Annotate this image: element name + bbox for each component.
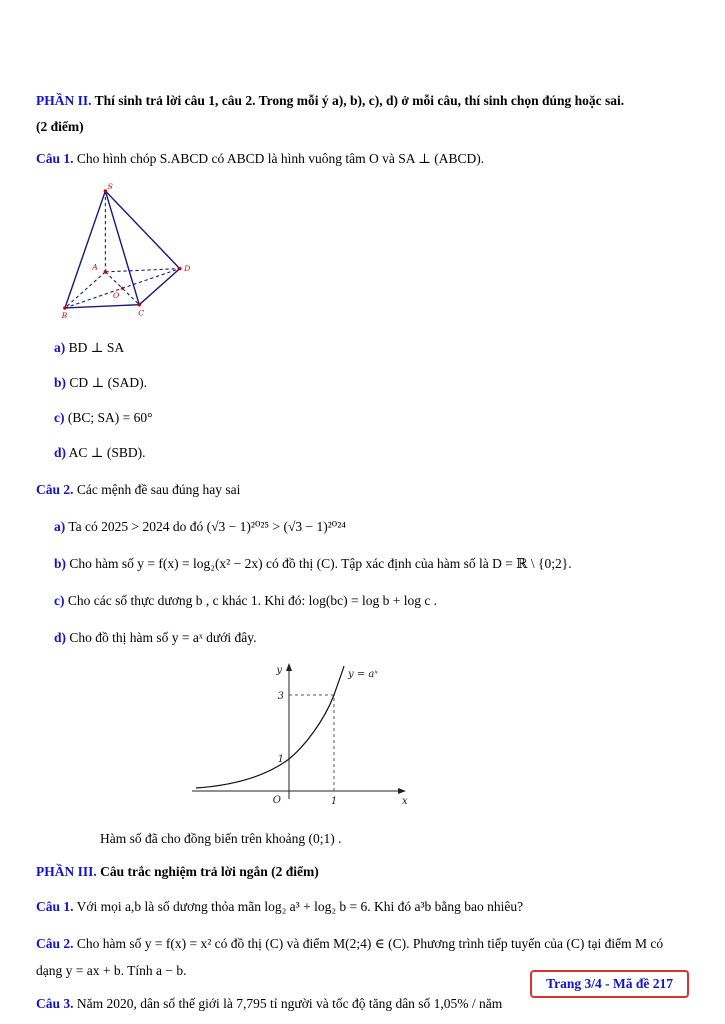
part2-q2-item-b [54, 554, 685, 575]
pyramid-figure [52, 180, 685, 324]
item-label: d) [54, 444, 67, 460]
pyramid-solid-edges [65, 191, 180, 308]
item-label: a) [54, 518, 66, 534]
y-tick-3: 3 [277, 690, 284, 702]
vertex-label-d: D [184, 263, 191, 273]
item-text: Cho hàm số y = f(x) = log₂(x² − 2x) có đồ thị (C). Tập xác định của hàm số là D = ℝ \ {0;2}. [66, 555, 572, 571]
curve-label: y = aˣ [348, 668, 378, 680]
item-text: Cho đồ thị hàm số y = aˣ dưới đây. [66, 629, 257, 645]
part2-heading-rest: Thí sinh trả lời câu 1, câu 2. Trong mỗi ý a), b), c), d) ở mỗi câu, thí sinh chọn đúng hoặc sai. [91, 93, 625, 108]
question-label: Câu 2. [36, 481, 74, 497]
exponential-curve [196, 666, 344, 788]
item-label: c) [54, 410, 65, 426]
part2-q2-item-a [54, 517, 685, 538]
item-text: AC ⊥ (SBD). [66, 444, 146, 460]
graph-axes [192, 669, 400, 799]
vertex-label-a: A [92, 262, 98, 272]
vertex-label-s: S [107, 181, 113, 191]
question-label: Câu 1. [36, 899, 74, 915]
item-text: BD ⊥ SA [65, 340, 125, 356]
vertex-label-c: C [138, 308, 145, 318]
part3-heading-prefix: PHẦN III. [36, 864, 97, 880]
item-label: b) [54, 375, 67, 391]
question-text: Cho hình chóp S.ABCD có ABCD là hình vuông tâm O và SA ⊥ (ABCD). [73, 151, 485, 167]
part2-heading-line2: (2 điểm) [36, 118, 84, 134]
part2-question-2 [36, 480, 685, 501]
part2-q1-item-b [54, 373, 685, 394]
item-label: d) [54, 629, 67, 645]
part2-heading [36, 88, 685, 114]
part2-q2-conclusion: Hàm số đã cho đồng biến trên khoảng (0;1) . [100, 830, 342, 846]
question-label: Câu 3. [36, 995, 74, 1011]
vertex-label-b: B [61, 311, 68, 321]
pyramid-svg [52, 180, 220, 320]
item-label: c) [54, 592, 65, 608]
item-text: Cho các số thực dương b , c khác 1. Khi đó: log(bc) = log b + log c . [64, 592, 438, 608]
item-text: CD ⊥ (SAD). [66, 375, 147, 391]
item-label: b) [54, 555, 67, 571]
y-tick-1: 1 [277, 753, 284, 765]
part2-heading-prefix: PHẦN II. [36, 93, 92, 108]
question-text: Với mọi a,b là số dương thỏa mãn log₂ a³ + log₂ b = 6. Khi đó a³b bằng bao nhiêu? [73, 899, 524, 915]
item-text: (BC; SA) = 60° [64, 410, 153, 426]
part2-question-1 [36, 149, 685, 170]
part2-q1-item-d [54, 443, 685, 464]
item-text: Ta có 2025 > 2024 do đó (√3 − 1)²⁰²⁵ > (√3 − 1)²⁰²⁴ [65, 518, 346, 534]
origin-label: O [272, 794, 281, 806]
vertex-label-o: O [113, 291, 120, 301]
question-label: Câu 1. [36, 151, 74, 167]
exponential-graph-figure [184, 661, 685, 825]
part3-heading-rest: Câu trắc nghiệm trả lời ngắn (2 điểm) [96, 864, 319, 880]
part2-q2-item-c [54, 591, 685, 612]
part2-q1-item-c [54, 408, 685, 429]
x-tick-1: 1 [330, 795, 338, 807]
exponential-graph-svg [184, 661, 414, 821]
page-footer-badge [530, 970, 689, 998]
part2-q2-item-d [54, 628, 685, 649]
y-axis-label: y [276, 664, 282, 676]
part3-heading [36, 859, 685, 885]
question-text: Cho hàm số y = f(x) = x² có đồ thị (C) và điểm M(2;4) ∈ (C). Phương trình tiếp tuyến của (C) tại điểm M có dạng y = ax + b. Tính a − b. [36, 935, 664, 978]
page-footer-label: Trang 3/4 - Mã đề 217 [546, 976, 673, 991]
part3-question-1 [36, 897, 685, 918]
item-label: a) [54, 340, 66, 356]
question-label: Câu 2. [36, 935, 74, 951]
question-text: Năm 2020, dân số thế giới là 7,795 tỉ người và tốc độ tăng dân số 1,05% / năm [73, 995, 503, 1011]
part2-q1-item-a [54, 338, 685, 359]
question-text: Các mệnh đề sau đúng hay sai [73, 481, 241, 497]
x-axis-label: x [402, 795, 408, 807]
graph-axis-arrows [286, 663, 406, 794]
